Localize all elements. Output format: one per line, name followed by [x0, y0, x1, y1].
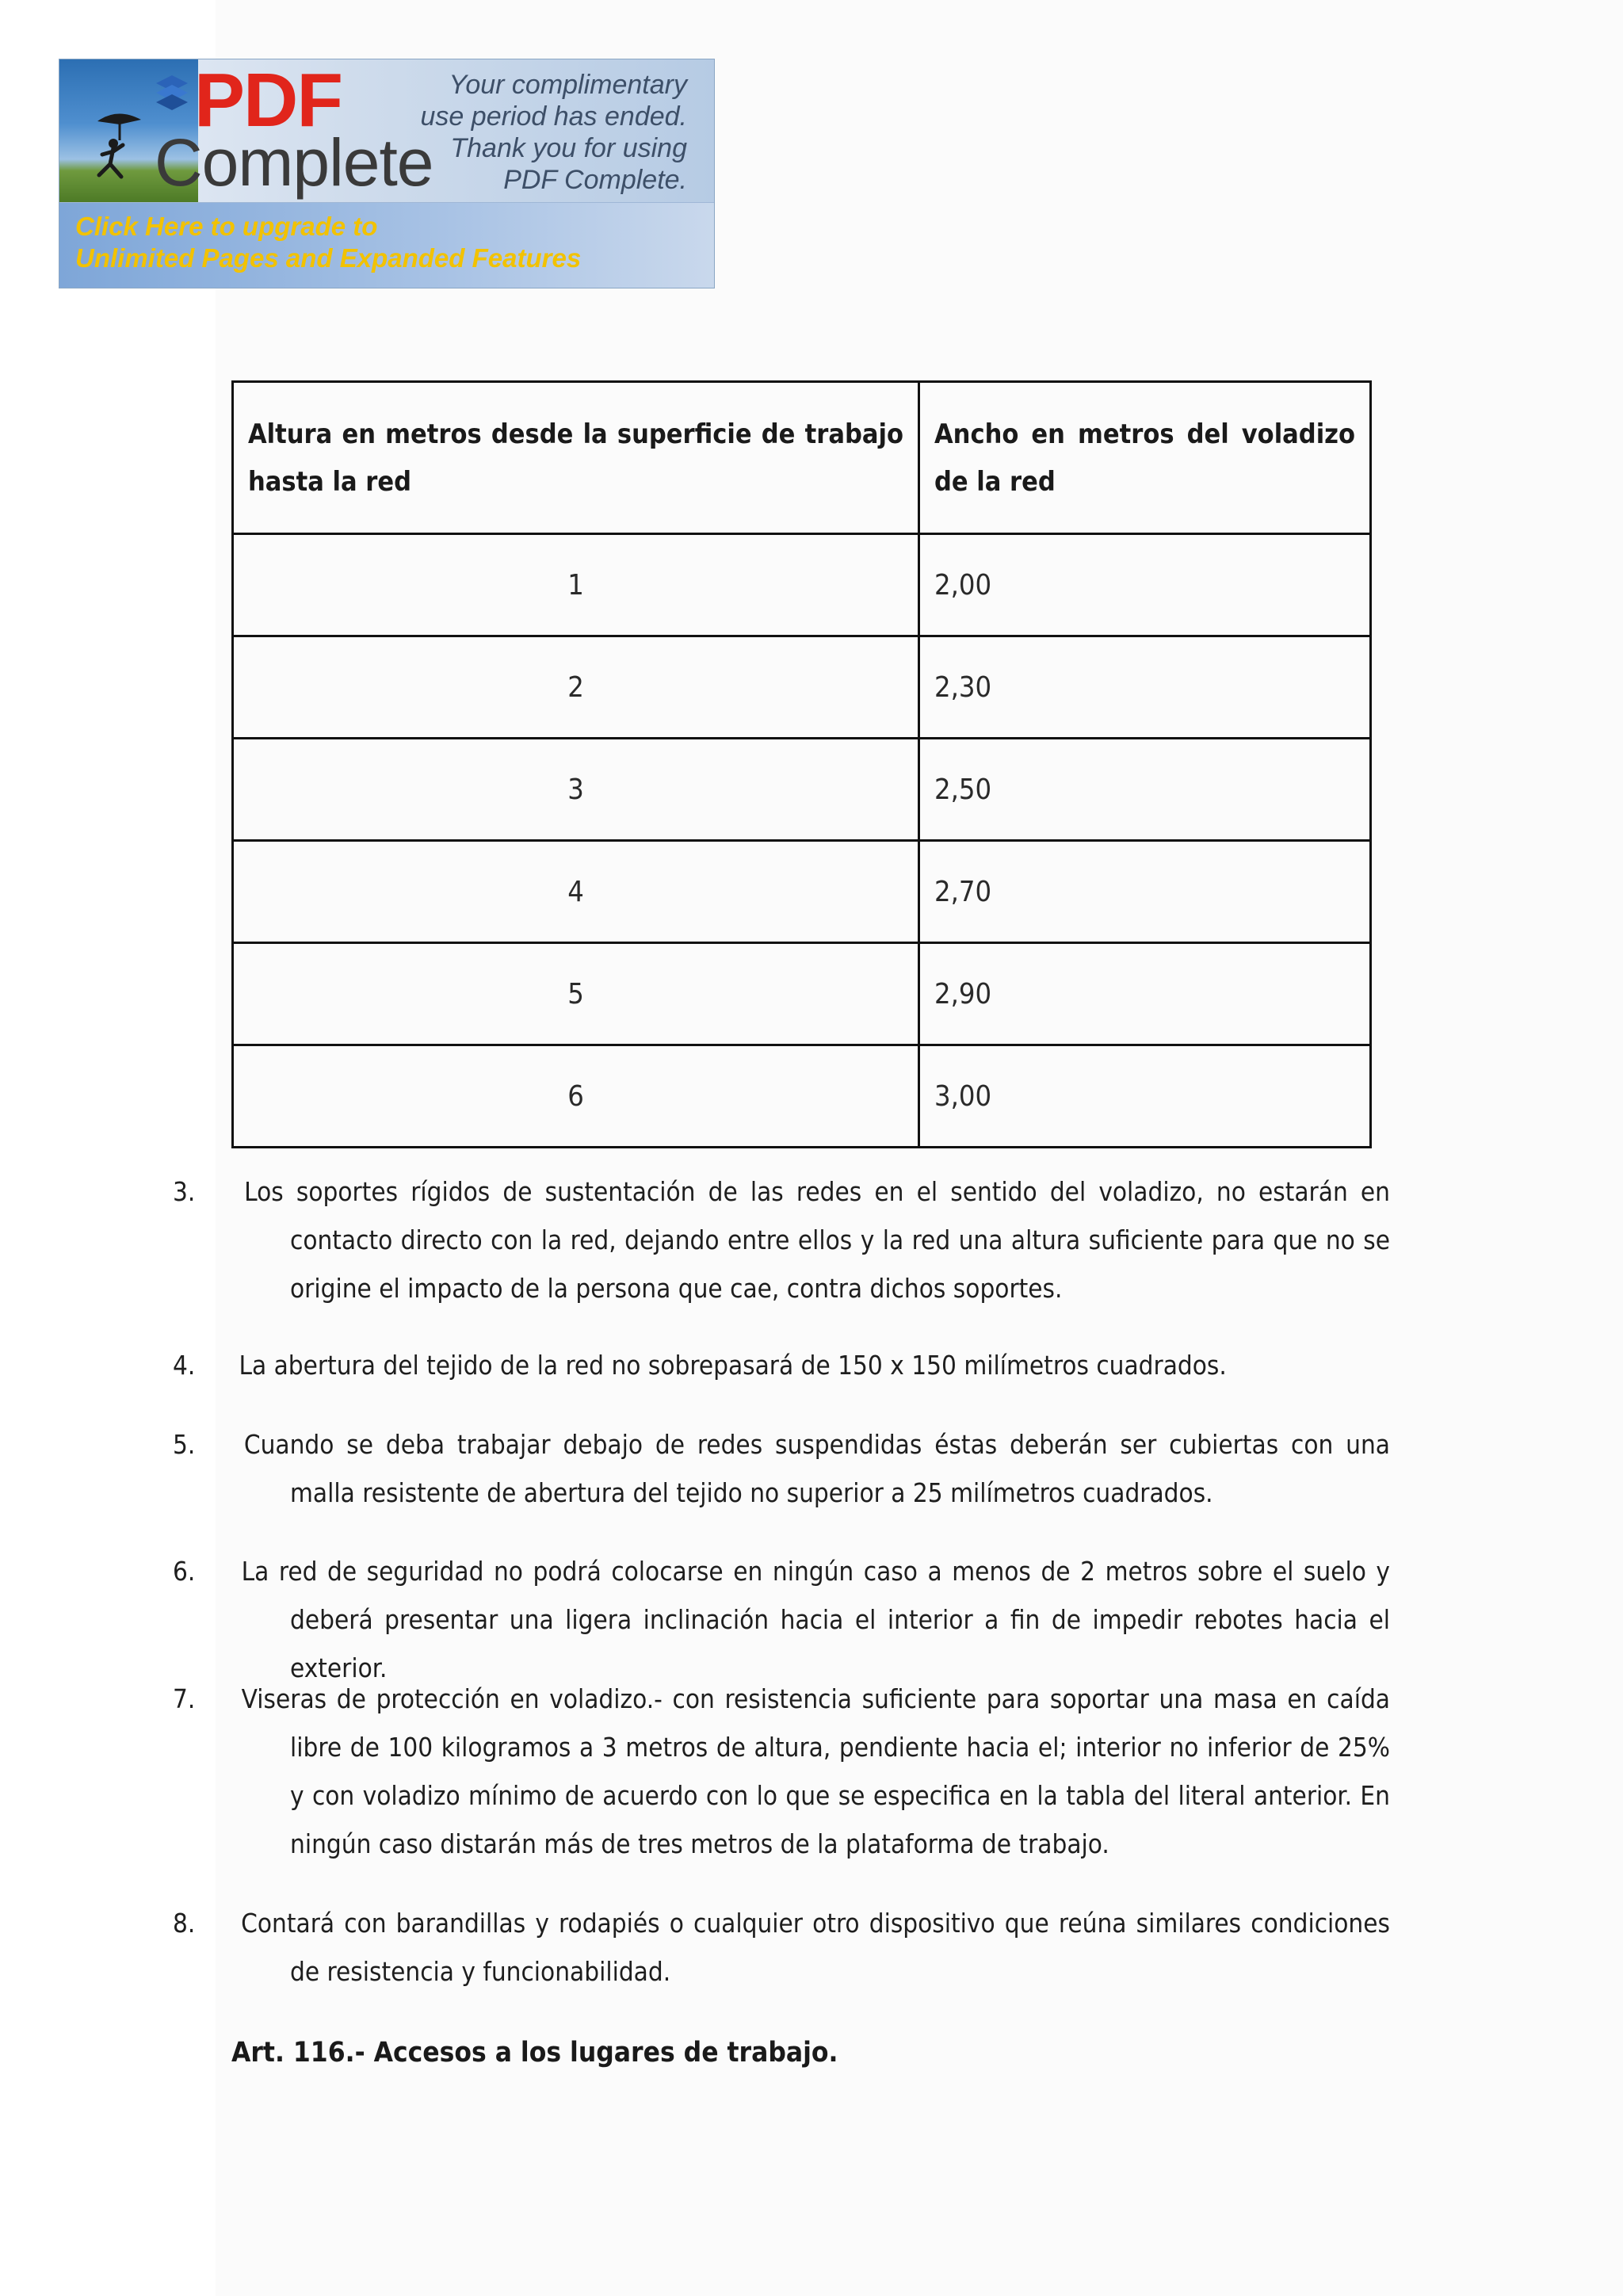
table-row	[233, 739, 1371, 841]
list-item-text: Contará con barandillas y rodapiés o cualquier otro dispositivo que reúna similares condiciones de resistencia y funcionabilidad.	[241, 1908, 1390, 1987]
cell-width: 2,50	[919, 739, 1371, 841]
table-row	[233, 1045, 1371, 1148]
list-item-text: Cuando se deba trabajar debajo de redes suspendidas éstas deberán ser cubiertas con una malla resistente de abertura del tejido no superior a 25 milímetros cuadrados.	[243, 1429, 1390, 1508]
table-header-row	[233, 382, 1371, 534]
cell-height: 1	[233, 534, 919, 636]
cell-width: 2,70	[919, 841, 1371, 943]
banner-message-line: Thank you for using	[450, 133, 687, 163]
table-row	[233, 841, 1371, 943]
table-row	[233, 534, 1371, 636]
upgrade-link-line[interactable]: Click Here to upgrade to	[75, 212, 378, 241]
cell-width: 2,00	[919, 534, 1371, 636]
list-item-text: La abertura del tejido de la red no sobrepasará de 150 x 150 milímetros cuadrados.	[239, 1350, 1227, 1381]
upgrade-link-line[interactable]: Unlimited Pages and Expanded Features	[75, 243, 582, 273]
net-dimensions-table	[231, 380, 1372, 1148]
cell-height: 2	[233, 636, 919, 739]
list-item-3: 3. Los soportes rígidos de sustentación de las redes en el sentido del voladizo, no estarán en contacto directo con la red, dejando entre ellos y la red una altura suficiente para que no se origine el impacto de la persona que cae, contra dichos soportes.	[173, 1176, 1390, 1304]
header-height-column: Altura en metros desde la superficie de trabajo hasta la red	[233, 382, 919, 534]
banner-message-line: Your complimentary	[449, 70, 687, 100]
list-item-text: La red de seguridad no podrá colocarse en ningún caso a menos de 2 metros sobre el suelo y deberá presentar una ligera inclinación hacia el interior a fin de impedir rebotes hacia el exterior.	[241, 1556, 1390, 1683]
list-item-7: 7. Viseras de protección en voladizo.- con resistencia suficiente para soportar una masa en caída libre de 100 kilogramos a 3 metros de altura, pendiente hacia el; interior no inferior de 25% y con voladizo mínimo de acuerdo con lo que se especifica en la tabla del literal anterior. En ningún caso distarán más de tres metros de la plataforma de trabajo.	[173, 1683, 1390, 1859]
cell-height: 6	[233, 1045, 919, 1148]
list-item-text: Viseras de protección en voladizo.- con resistencia suficiente para soportar una masa en caída libre de 100 kilogramos a 3 metros de altura, pendiente hacia el; interior no inferior de 25% y con voladizo mínimo de acuerdo con lo que se especifica en la tabla del literal anterior. En ningún caso distarán más de tres metros de la plataforma de trabajo.	[241, 1683, 1390, 1859]
table-row	[233, 636, 1371, 739]
list-item-8: 8. Contará con barandillas y rodapiés o cualquier otro dispositivo que reúna similares condiciones de resistencia y funcionabilidad.	[173, 1908, 1390, 1987]
list-item-6: 6. La red de seguridad no podrá colocarse en ningún caso a menos de 2 metros sobre el suelo y deberá presentar una ligera inclinación hacia el interior a fin de impedir rebotes hacia el exterior.	[173, 1556, 1390, 1683]
list-item-text: Los soportes rígidos de sustentación de las redes en el sentido del voladizo, no estarán en contacto directo con la red, dejando entre ellos y la red una altura suficiente para que no se origine el impacto de la persona que cae, contra dichos soportes.	[244, 1176, 1390, 1304]
cell-width: 2,90	[919, 943, 1371, 1045]
brand-complete-text: Complete	[155, 125, 433, 200]
banner-message-line: PDF Complete.	[503, 165, 687, 195]
table-row	[233, 943, 1371, 1045]
header-width-column: Ancho en metros del voladizo de la red	[919, 382, 1371, 534]
banner-message-line: use period has ended.	[420, 101, 687, 132]
pdf-complete-logo-icon	[153, 72, 191, 120]
pdf-complete-upgrade-banner[interactable]	[59, 59, 715, 288]
cell-height: 4	[233, 841, 919, 943]
list-item-4: 4. La abertura del tejido de la red no sobrepasará de 150 x 150 milímetros cuadrados.	[173, 1350, 1227, 1381]
upgrade-link[interactable]	[59, 202, 714, 288]
cell-height: 3	[233, 739, 919, 841]
brand-pdf-text: PDF	[194, 59, 342, 143]
cell-width: 2,30	[919, 636, 1371, 739]
article-heading: Art. 116.- Accesos a los lugares de trabajo.	[231, 2037, 838, 2069]
banner-message	[402, 69, 687, 196]
cell-width: 3,00	[919, 1045, 1371, 1148]
list-item-5: 5. Cuando se deba trabajar debajo de redes suspendidas éstas deberán ser cubiertas con una malla resistente de abertura del tejido no superior a 25 milímetros cuadrados.	[173, 1429, 1390, 1508]
cell-height: 5	[233, 943, 919, 1045]
